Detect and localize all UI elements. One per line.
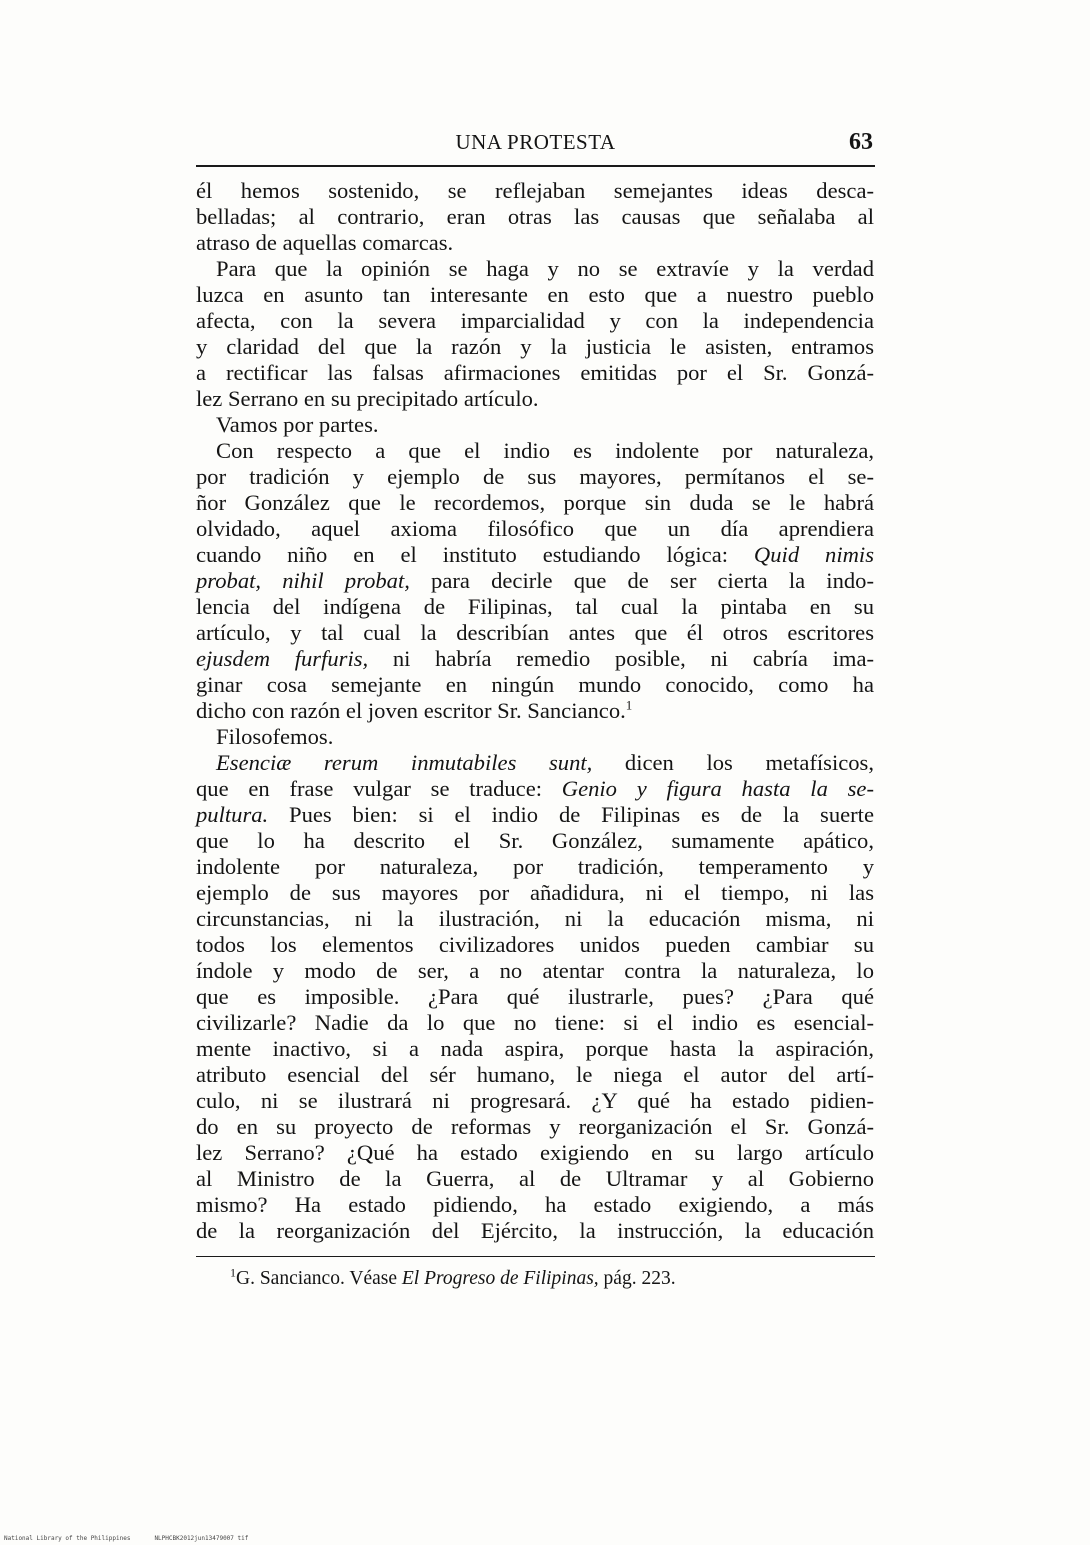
text-line: culo, ni se ilustrará ni progresará. ¿Y qué ha estado pidien-: [196, 1088, 874, 1113]
text-line: circunstancias, ni la ilustración, ni la educación misma, ni: [196, 906, 874, 931]
header-rule: [196, 165, 875, 167]
text-line: que en frase vulgar se traduce: Genio y figura hasta la se-: [196, 776, 874, 801]
text-line: que lo ha descrito el Sr. González, sumamente apático,: [196, 828, 874, 853]
footnote-marker: 1: [230, 1265, 236, 1280]
page-header: [198, 126, 873, 158]
text-line: do en su proyecto de reformas y reorganización el Sr. Gonzá-: [196, 1114, 874, 1139]
library-credit: National Library of the Philippines: [4, 1535, 131, 1542]
text-line: mente inactivo, si a nada aspira, porque hasta la aspiración,: [196, 1036, 874, 1061]
text-line: olvidado, aquel axioma filosófico que un día aprendiera: [196, 516, 874, 541]
page-number: 63: [849, 129, 873, 155]
text-line: Filosofemos.: [216, 724, 334, 749]
running-title: UNA PROTESTA: [455, 130, 616, 154]
text-line: ejusdem furfuris, ni habría remedio posible, ni cabría ima-: [196, 646, 875, 671]
text-line: civilizarle? Nadie da lo que no tiene: si el indio es esencial-: [196, 1010, 874, 1035]
text-line: pultura. Pues bien: si el indio de Filipinas es de la suerte: [196, 802, 874, 827]
text-line: Para que la opinión se haga y no se extravíe y la verdad: [216, 256, 874, 281]
text-line: cuando niño en el instituto estudiando lógica: Quid nimis: [196, 542, 874, 567]
text-line: belladas; al contrario, eran otras las causas que señalaba al: [196, 204, 874, 229]
text-line: Esenciæ rerum inmutabiles sunt, dicen los metafísicos,: [216, 750, 874, 775]
scan-footer: [4, 1535, 248, 1542]
text-line: ejemplo de sus mayores por añadidura, ni el tiempo, ni las: [196, 880, 874, 905]
text-line: de la reorganización del Ejército, la instrucción, la educación: [196, 1218, 874, 1243]
text-line: lez Serrano en su precipitado artículo.: [196, 386, 539, 411]
text-line: Con respecto a que el indio es indolente por naturaleza,: [216, 438, 874, 463]
text-line: por tradición y ejemplo de sus mayores, permítanos el se-: [196, 464, 874, 489]
text-line: afecta, con la severa imparcialidad y con la independencia: [196, 308, 874, 333]
text-line: atributo esencial del sér humano, le niega el autor del artí-: [196, 1062, 874, 1087]
footnote: $^1$G. Sancianco. Véase El Progreso de Filipinas, pág. 223.: [230, 1265, 676, 1289]
text-line: al Ministro de la Guerra, al de Ultramar y al Gobierno: [196, 1166, 874, 1191]
text-line: ginar cosa semejante en ningún mundo conocido, como ha: [196, 672, 874, 697]
text-line: a rectificar las falsas afirmaciones emitidas por el Sr. Gonzá-: [196, 360, 874, 385]
text-line: índole y modo de ser, a no atentar contra la naturaleza, lo: [196, 958, 874, 983]
text-line: probat, nihil probat, para decirle que de ser cierta la indo-: [196, 568, 874, 593]
text-line: luzca en asunto tan interesante en esto que a nuestro pueblo: [196, 282, 874, 307]
text-line: lencia del indígena de Filipinas, tal cual la pintaba en su: [196, 594, 874, 619]
text-line: indolente por naturaleza, por tradición, temperamento y: [196, 854, 874, 879]
text-line: dicho con razón el joven escritor Sr. Sancianco.$^1$: [196, 697, 633, 723]
body-text: [196, 178, 874, 1244]
text-line: Vamos por partes.: [216, 412, 379, 437]
text-line: lez Serrano? ¿Qué ha estado exigiendo en su largo artículo: [196, 1140, 874, 1165]
text-line: ñor González que le recordemos, porque sin duda se le habrá: [196, 490, 874, 515]
text-line: él hemos sostenido, se reflejaban semejantes ideas desca-: [196, 178, 874, 203]
text-line: y claridad del que la razón y la justicia le asisten, entramos: [196, 334, 874, 359]
scan-file-id: NLPHCBK2012jun13479007 tif: [154, 1535, 249, 1542]
text-line: artículo, y tal cual la describían antes que él otros escritores: [196, 620, 874, 645]
footnote-reference: 1: [625, 697, 633, 713]
text-line: todos los elementos civilizadores unidos pueden cambiar su: [196, 932, 874, 957]
text-line: atraso de aquellas comarcas.: [196, 230, 454, 255]
text-line: que es imposible. ¿Para qué ilustrarle, pues? ¿Para qué: [196, 984, 874, 1009]
text-line: mismo? Ha estado pidiendo, ha estado exigiendo, a más: [196, 1192, 874, 1217]
footnote-rule: [196, 1256, 875, 1257]
